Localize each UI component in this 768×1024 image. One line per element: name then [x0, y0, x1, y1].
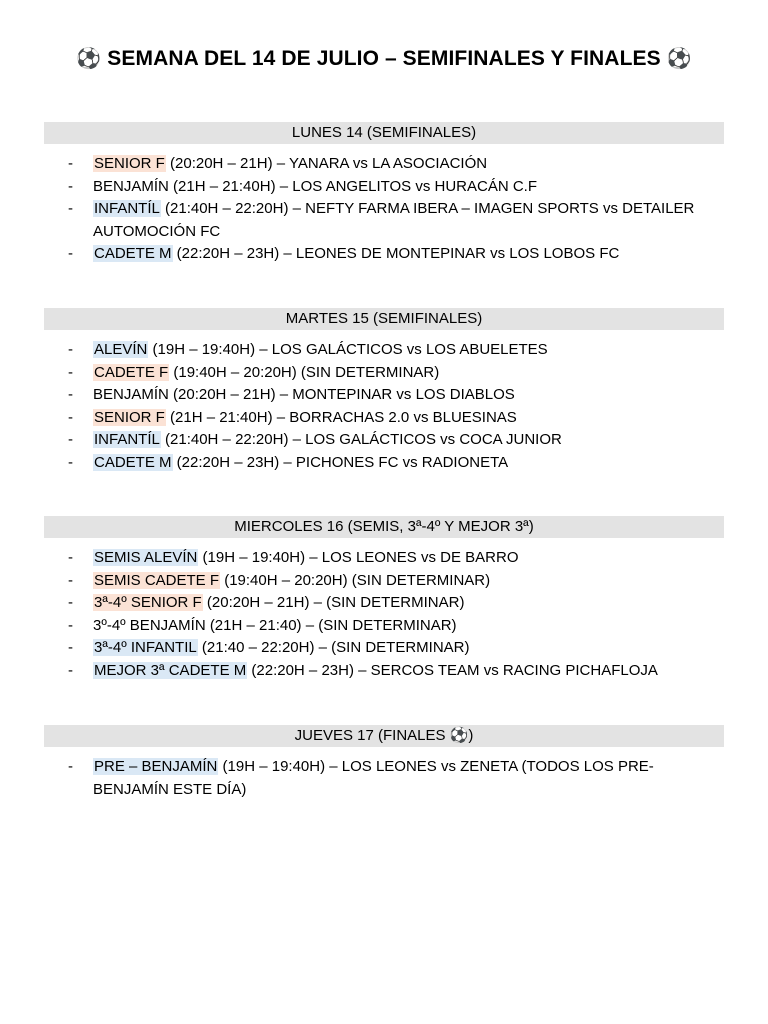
- category-highlight: MEJOR 3ª CADETE M: [94, 661, 247, 679]
- list-dash: -: [68, 363, 73, 381]
- category-highlight: 3ª-4º INFANTIL: [94, 639, 197, 656]
- match-details: (20:20H – 21H) – YANARA vs LA ASOCIACIÓN: [165, 155, 488, 172]
- match-list: [44, 339, 724, 474]
- match-item: [44, 660, 724, 683]
- match-details: (19H – 19:40H) – LOS GALÁCTICOS vs LOS ABUELETES: [148, 341, 548, 358]
- match-item: [44, 243, 724, 266]
- list-dash: -: [68, 177, 73, 195]
- match-details: (21:40 – 22:20H) – (SIN DETERMINAR): [197, 639, 470, 656]
- category-highlight: INFANTÍL: [94, 431, 160, 448]
- match-details: BENJAMÍN (21H – 21:40H) – LOS ANGELITOS vs HURACÁN C.F: [93, 177, 538, 195]
- match-item: [44, 615, 724, 638]
- category-highlight: CADETE F: [94, 363, 169, 381]
- match-item: [44, 198, 724, 243]
- category-highlight: 3ª-4º SENIOR F: [94, 594, 202, 611]
- match-list: [44, 547, 724, 682]
- match-details: (21H – 21:40H) – BORRACHAS 2.0 vs BLUESINAS: [165, 408, 517, 426]
- match-details: (19:40H – 20:20H) (SIN DETERMINAR): [169, 363, 440, 381]
- match-details: (19H – 19:40H) – LOS LEONES vs ZENETA (TODOS LOS PRE-BENJAMÍN ESTE DÍA): [93, 758, 654, 798]
- list-dash: -: [68, 639, 73, 656]
- list-dash: -: [68, 386, 73, 403]
- list-dash: -: [68, 616, 73, 634]
- match-details: (22:20H – 23H) – SERCOS TEAM vs RACING PICHAFLOJA: [247, 661, 658, 679]
- match-item: [44, 547, 724, 570]
- list-dash: -: [68, 571, 73, 589]
- category-highlight: PRE – BENJAMÍN: [94, 758, 218, 775]
- match-details: (22:20H – 23H) – LEONES DE MONTEPINAR vs LOS LOBOS FC: [172, 245, 620, 262]
- list-dash: -: [68, 341, 73, 358]
- list-dash: -: [68, 408, 73, 426]
- category-highlight: CADETE M: [94, 453, 172, 471]
- match-details: (21:40H – 22:20H) – LOS GALÁCTICOS vs COCA JUNIOR: [160, 431, 562, 448]
- section-header: JUEVES 17 (FINALES ⚽): [44, 725, 724, 747]
- page-title-text: SEMANA DEL 14 DE JULIO – SEMIFINALES Y FINALES: [107, 47, 661, 70]
- section-jueves: [44, 725, 724, 801]
- match-item: [44, 339, 724, 362]
- match-item: [44, 384, 724, 407]
- match-details: BENJAMÍN (20:20H – 21H) – MONTEPINAR vs LOS DIABLOS: [93, 386, 515, 403]
- category-highlight: CADETE M: [94, 245, 172, 262]
- category-highlight: SENIOR F: [94, 408, 165, 426]
- match-details: (19:40H – 20:20H) (SIN DETERMINAR): [220, 571, 491, 589]
- list-dash: -: [68, 155, 73, 172]
- section-miercoles: [44, 516, 724, 682]
- list-dash: -: [68, 661, 73, 679]
- list-dash: -: [68, 758, 73, 775]
- section-lunes: [44, 122, 724, 266]
- page-title: [0, 46, 768, 71]
- list-dash: -: [68, 431, 73, 448]
- match-item: [44, 756, 724, 801]
- match-item: [44, 637, 724, 660]
- match-item: [44, 362, 724, 385]
- section-header: MARTES 15 (SEMIFINALES): [44, 308, 724, 330]
- category-highlight: SENIOR F: [94, 155, 165, 172]
- match-item: [44, 452, 724, 475]
- category-highlight: ALEVÍN: [94, 341, 148, 358]
- category-highlight: INFANTÍL: [94, 200, 160, 217]
- match-list: [44, 153, 724, 266]
- list-dash: -: [68, 245, 73, 262]
- match-details: 3º-4º BENJAMÍN (21H – 21:40) – (SIN DETERMINAR): [93, 616, 457, 634]
- category-highlight: SEMIS ALEVÍN: [94, 549, 198, 566]
- soccer-ball-icon: ⚽: [76, 48, 102, 70]
- list-dash: -: [68, 549, 73, 566]
- match-details: (21:40H – 22:20H) – NEFTY FARMA IBERA – IMAGEN SPORTS vs DETAILER AUTOMOCIÓN FC: [93, 200, 695, 240]
- soccer-ball-icon: ⚽: [666, 48, 692, 70]
- list-dash: -: [68, 453, 73, 471]
- category-highlight: SEMIS CADETE F: [94, 571, 220, 589]
- section-header: LUNES 14 (SEMIFINALES): [44, 122, 724, 144]
- list-dash: -: [68, 200, 73, 217]
- match-details: (19H – 19:40H) – LOS LEONES vs DE BARRO: [198, 549, 519, 566]
- match-details: (22:20H – 23H) – PICHONES FC vs RADIONETA: [172, 453, 509, 471]
- match-item: [44, 176, 724, 199]
- match-item: [44, 570, 724, 593]
- section-martes: [44, 308, 724, 474]
- match-item: [44, 407, 724, 430]
- match-item: [44, 592, 724, 615]
- match-list: [44, 756, 724, 801]
- match-item: [44, 153, 724, 176]
- section-header: MIERCOLES 16 (SEMIS, 3ª-4º Y MEJOR 3ª): [44, 516, 724, 538]
- match-details: (20:20H – 21H) – (SIN DETERMINAR): [202, 594, 465, 611]
- match-item: [44, 429, 724, 452]
- list-dash: -: [68, 594, 73, 611]
